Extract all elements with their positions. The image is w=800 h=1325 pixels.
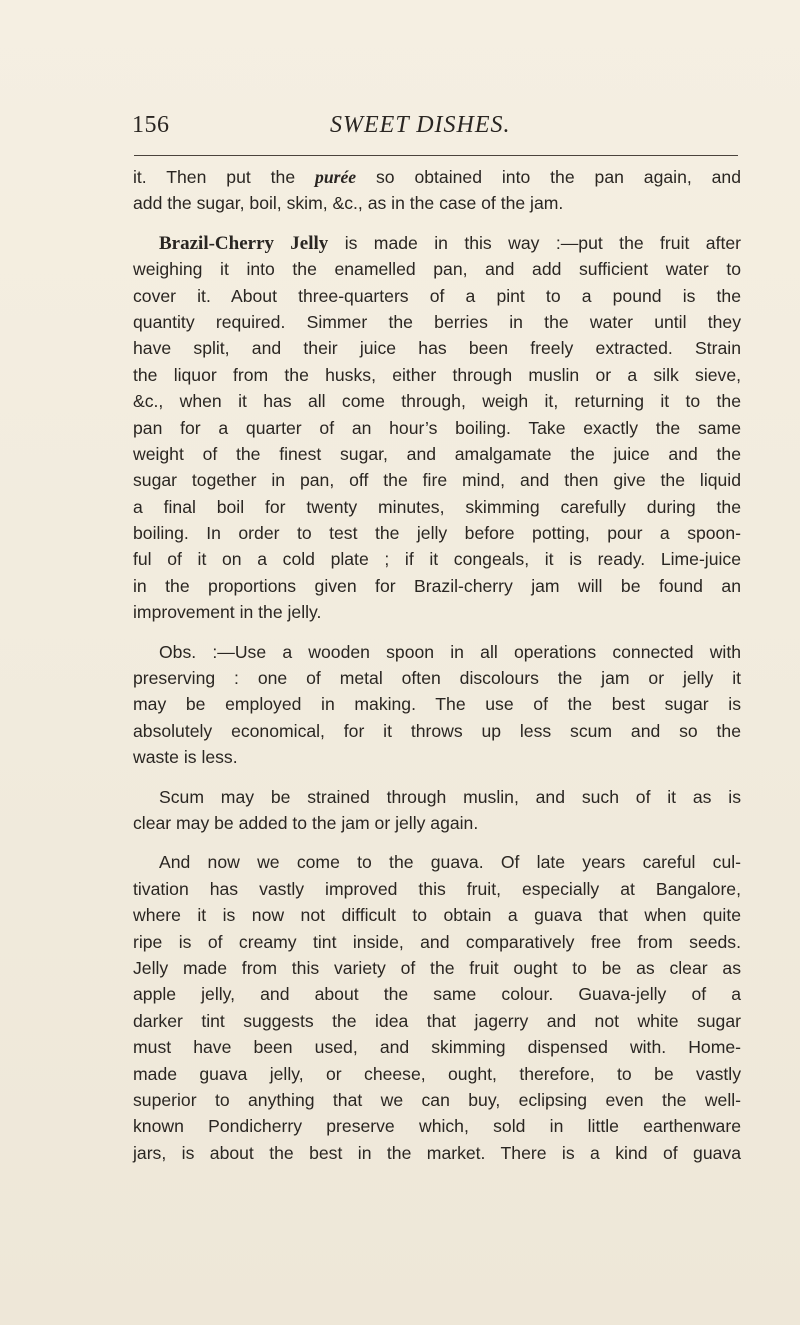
run-in-heading: Brazil-Cherry Jelly [159, 232, 329, 254]
text-run: a final boil for twenty minutes, skimming carefully during the [133, 496, 741, 517]
text-line [133, 929, 741, 955]
text-line [133, 876, 741, 902]
text-run: jars, is about the best in the market. There is a kind of guava [133, 1142, 741, 1163]
text-line [133, 849, 741, 875]
text-run: so obtained into the pan again, and [356, 167, 742, 187]
text-run: weight of the finest sugar, and amalgamate the juice and the [133, 443, 741, 464]
text-line [133, 309, 741, 335]
page-number: 156 [132, 112, 170, 138]
text-line [133, 639, 741, 665]
text-line [133, 415, 741, 441]
text-line [133, 1140, 741, 1166]
text-run: &c., when it has all come through, weigh it, returning it to the [133, 391, 741, 412]
text-run: known Pondicherry preserve which, sold in little earthenware [133, 1116, 741, 1137]
text-line [133, 467, 741, 493]
text-run: Scum may be strained through muslin, and such of it as is [159, 786, 741, 807]
text-line [133, 283, 741, 309]
text-run: it. Then put the [133, 167, 316, 187]
text-run: ripe is of creamy tint inside, and comparatively free from seeds. [133, 931, 741, 952]
text-line [133, 256, 741, 282]
text-run: must have been used, and skimming dispensed with. Home- [133, 1037, 741, 1058]
paragraph-gap [133, 626, 741, 639]
header-rule [134, 155, 738, 156]
text-line [133, 520, 741, 546]
text-line [133, 230, 741, 256]
text-line [133, 388, 741, 414]
text-line [133, 665, 741, 691]
text-line [133, 1113, 741, 1139]
text-line [133, 902, 741, 928]
text-run: apple jelly, and about the same colour. Guava-jelly of a [133, 984, 741, 1005]
body-text [133, 164, 741, 1166]
text-run: Obs. :—Use a wooden spoon in all operations connected with [159, 641, 741, 662]
text-line [133, 573, 741, 599]
text-line [133, 1034, 741, 1060]
text-line [133, 546, 741, 572]
text-line [133, 164, 741, 190]
text-run: superior to anything that we can buy, eclipsing even the well- [133, 1089, 741, 1110]
text-run: darker tint suggests the idea that jagerry and not white sugar [133, 1010, 741, 1031]
text-line [133, 335, 741, 361]
text-line [133, 744, 741, 770]
text-run: pan for a quarter of an hour’s boiling. Take exactly the same [133, 417, 741, 438]
text-run: sugar together in pan, off the fire mind, and then give the liquid [133, 470, 741, 491]
text-run: is made in this way :—put the fruit after [328, 232, 741, 253]
paragraph [133, 784, 741, 837]
text-line [133, 190, 741, 216]
paragraph [133, 230, 741, 626]
text-line [133, 1008, 741, 1034]
text-run: cover it. About three-quarters of a pint to a pound is the [133, 285, 741, 306]
paragraph-gap [133, 217, 741, 230]
text-run: ful of it on a cold plate ; if it congeals, it is ready. Lime-juice [133, 549, 741, 570]
text-run: preserving : one of metal often discolours the jam or jelly it [133, 668, 741, 689]
text-run: where it is now not difficult to obtain a guava that when quite [133, 905, 741, 926]
text-run: boiling. In order to test the jelly before potting, pour a spoon- [133, 523, 741, 544]
paragraph [133, 164, 741, 217]
text-run: waste is less. [133, 747, 238, 768]
text-line [133, 955, 741, 981]
text-run: absolutely economical, for it throws up less scum and so the [133, 720, 741, 741]
page-header [132, 108, 742, 148]
paragraph [133, 639, 741, 771]
paragraph-gap [133, 836, 741, 849]
text-line [133, 1087, 741, 1113]
text-run: And now we come to the guava. Of late years careful cul- [159, 852, 741, 873]
text-line [133, 981, 741, 1007]
text-run: improvement in the jelly. [133, 602, 322, 623]
text-run: may be employed in making. The use of the best sugar is [133, 694, 741, 715]
text-run: add the sugar, boil, skim, &c., as in the case of the jam. [133, 193, 564, 214]
text-line [133, 441, 741, 467]
paragraph [133, 849, 741, 1166]
text-line [133, 718, 741, 744]
text-line [133, 599, 741, 625]
text-run: in the proportions given for Brazil-cherry jam will be found an [133, 575, 741, 596]
text-run: quantity required. Simmer the berries in the water until they [133, 311, 741, 332]
text-run: tivation has vastly improved this fruit, especially at Bangalore, [133, 878, 741, 899]
italic-term: purée [315, 167, 357, 187]
running-title: SWEET DISHES. [330, 112, 511, 138]
text-line [133, 494, 741, 520]
paragraph-gap [133, 771, 741, 784]
text-line [133, 1061, 741, 1087]
text-line [133, 810, 741, 836]
text-run: clear may be added to the jam or jelly again. [133, 812, 479, 833]
text-line [133, 691, 741, 717]
text-run: made guava jelly, or cheese, ought, therefore, to be vastly [133, 1063, 741, 1084]
text-line [133, 784, 741, 810]
text-run: weighing it into the enamelled pan, and add sufficient water to [133, 259, 741, 280]
text-run: have split, and their juice has been freely extracted. Strain [133, 338, 741, 359]
text-line [133, 362, 741, 388]
text-run: the liquor from the husks, either through muslin or a silk sieve, [133, 364, 741, 385]
text-run: Jelly made from this variety of the fruit ought to be as clear as [133, 957, 741, 978]
